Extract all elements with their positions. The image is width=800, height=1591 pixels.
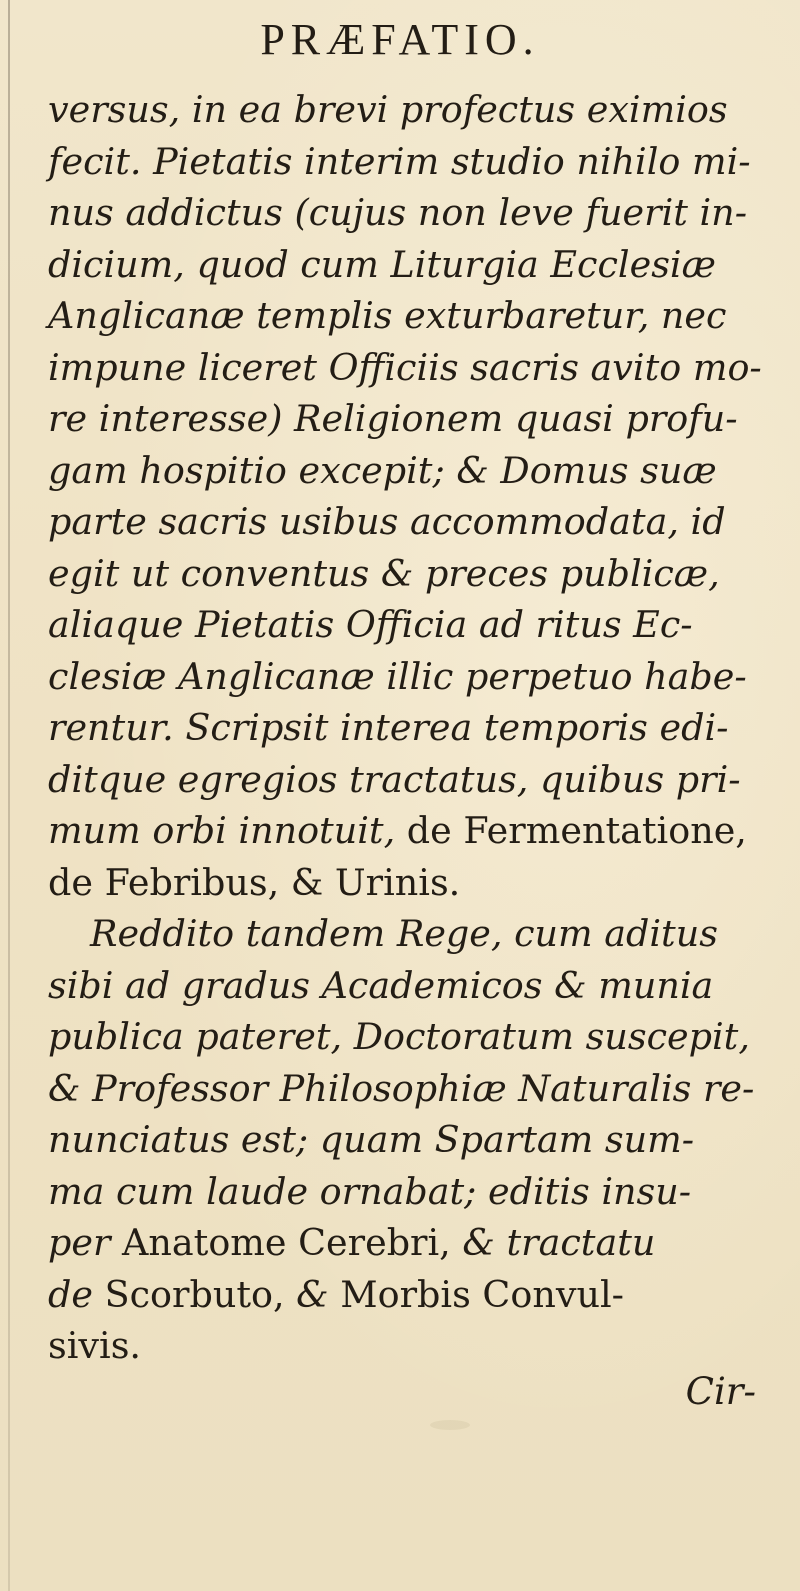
text-line xyxy=(48,548,768,600)
ink-speck xyxy=(430,1420,470,1430)
text-line xyxy=(48,960,768,1012)
text-line xyxy=(48,393,768,445)
text-run: rentur. Scripsit interea temporis edi- xyxy=(48,706,729,749)
text-run: clesiæ Anglicanæ illic perpetuo habe- xyxy=(48,654,747,698)
text-run: per xyxy=(48,1221,123,1264)
text-line xyxy=(48,702,768,754)
page-title: PRÆFATIO. xyxy=(260,15,540,64)
text-line xyxy=(48,754,768,806)
text-run: ditque egregios tractatus, quibus pri- xyxy=(48,757,741,801)
text-run: de Fermentatione, xyxy=(406,809,747,852)
text-run: impune liceret Officiis sacris avito mo- xyxy=(48,345,762,389)
text-run: nunciatus est; quam Spartam sum- xyxy=(48,1118,695,1161)
text-run: parte sacris usibus accommodata, id xyxy=(48,500,726,543)
text-line xyxy=(48,136,768,188)
text-line xyxy=(48,857,768,909)
text-line xyxy=(48,342,768,394)
text-run: de Febribus, & Urinis. xyxy=(48,860,461,904)
text-run: aliaque Pietatis Officia ad ritus Ec- xyxy=(48,603,693,646)
text-run: & tractatu xyxy=(462,1221,656,1264)
text-run: nus addictus (cujus non leve fuerit in- xyxy=(48,191,748,234)
text-run: ma cum laude ornabat; editis insu- xyxy=(48,1169,692,1213)
text-run: publica pateret, Doctoratum suscepit, xyxy=(48,1015,750,1058)
text-run: Reddito tandem Rege, cum aditus xyxy=(90,912,718,955)
text-line xyxy=(48,651,768,703)
text-line xyxy=(48,1063,768,1115)
text-line xyxy=(48,239,768,291)
text-run: versus, in ea brevi profectus eximios xyxy=(48,88,728,131)
text-run: Anatome Cerebri, xyxy=(122,1221,463,1264)
text-run: & xyxy=(296,1272,341,1316)
text-line xyxy=(48,187,768,239)
text-run: sibi ad gradus Academicos & munia xyxy=(48,963,714,1007)
text-run: Scorbuto, xyxy=(104,1272,297,1316)
text-run: dicium, quod cum Liturgia Ecclesiæ xyxy=(48,242,716,286)
text-run: fecit. Pietatis interim studio nihilo mi- xyxy=(48,139,751,183)
text-run: egit ut conventus & preces publicæ, xyxy=(48,551,720,595)
text-line xyxy=(48,496,768,548)
text-line xyxy=(48,84,768,136)
text-run: re interesse) Religionem quasi profu- xyxy=(48,397,738,440)
text-line xyxy=(48,290,768,342)
text-line xyxy=(48,1217,768,1269)
text-line xyxy=(48,1114,768,1166)
text-run: de xyxy=(48,1272,105,1316)
body-text xyxy=(48,84,768,1372)
text-line xyxy=(48,1166,768,1218)
text-line xyxy=(48,445,768,497)
text-run: sivis. xyxy=(48,1324,142,1367)
text-run: gam hospitio excepit; & Domus suæ xyxy=(48,448,717,492)
text-run: Anglicanæ templis exturbaretur, nec xyxy=(48,294,727,337)
page-gutter xyxy=(8,0,10,1591)
text-line xyxy=(48,1269,768,1321)
text-line xyxy=(48,599,768,651)
text-line xyxy=(48,908,768,960)
text-line xyxy=(48,805,768,857)
text-run: mum orbi innotuit, xyxy=(48,809,407,852)
catchword: Cir- xyxy=(685,1370,756,1413)
text-line xyxy=(48,1011,768,1063)
text-run: Morbis Convul- xyxy=(340,1272,624,1316)
text-run: & Professor Philosophiæ Naturalis re- xyxy=(48,1066,755,1110)
text-line xyxy=(48,1320,768,1372)
